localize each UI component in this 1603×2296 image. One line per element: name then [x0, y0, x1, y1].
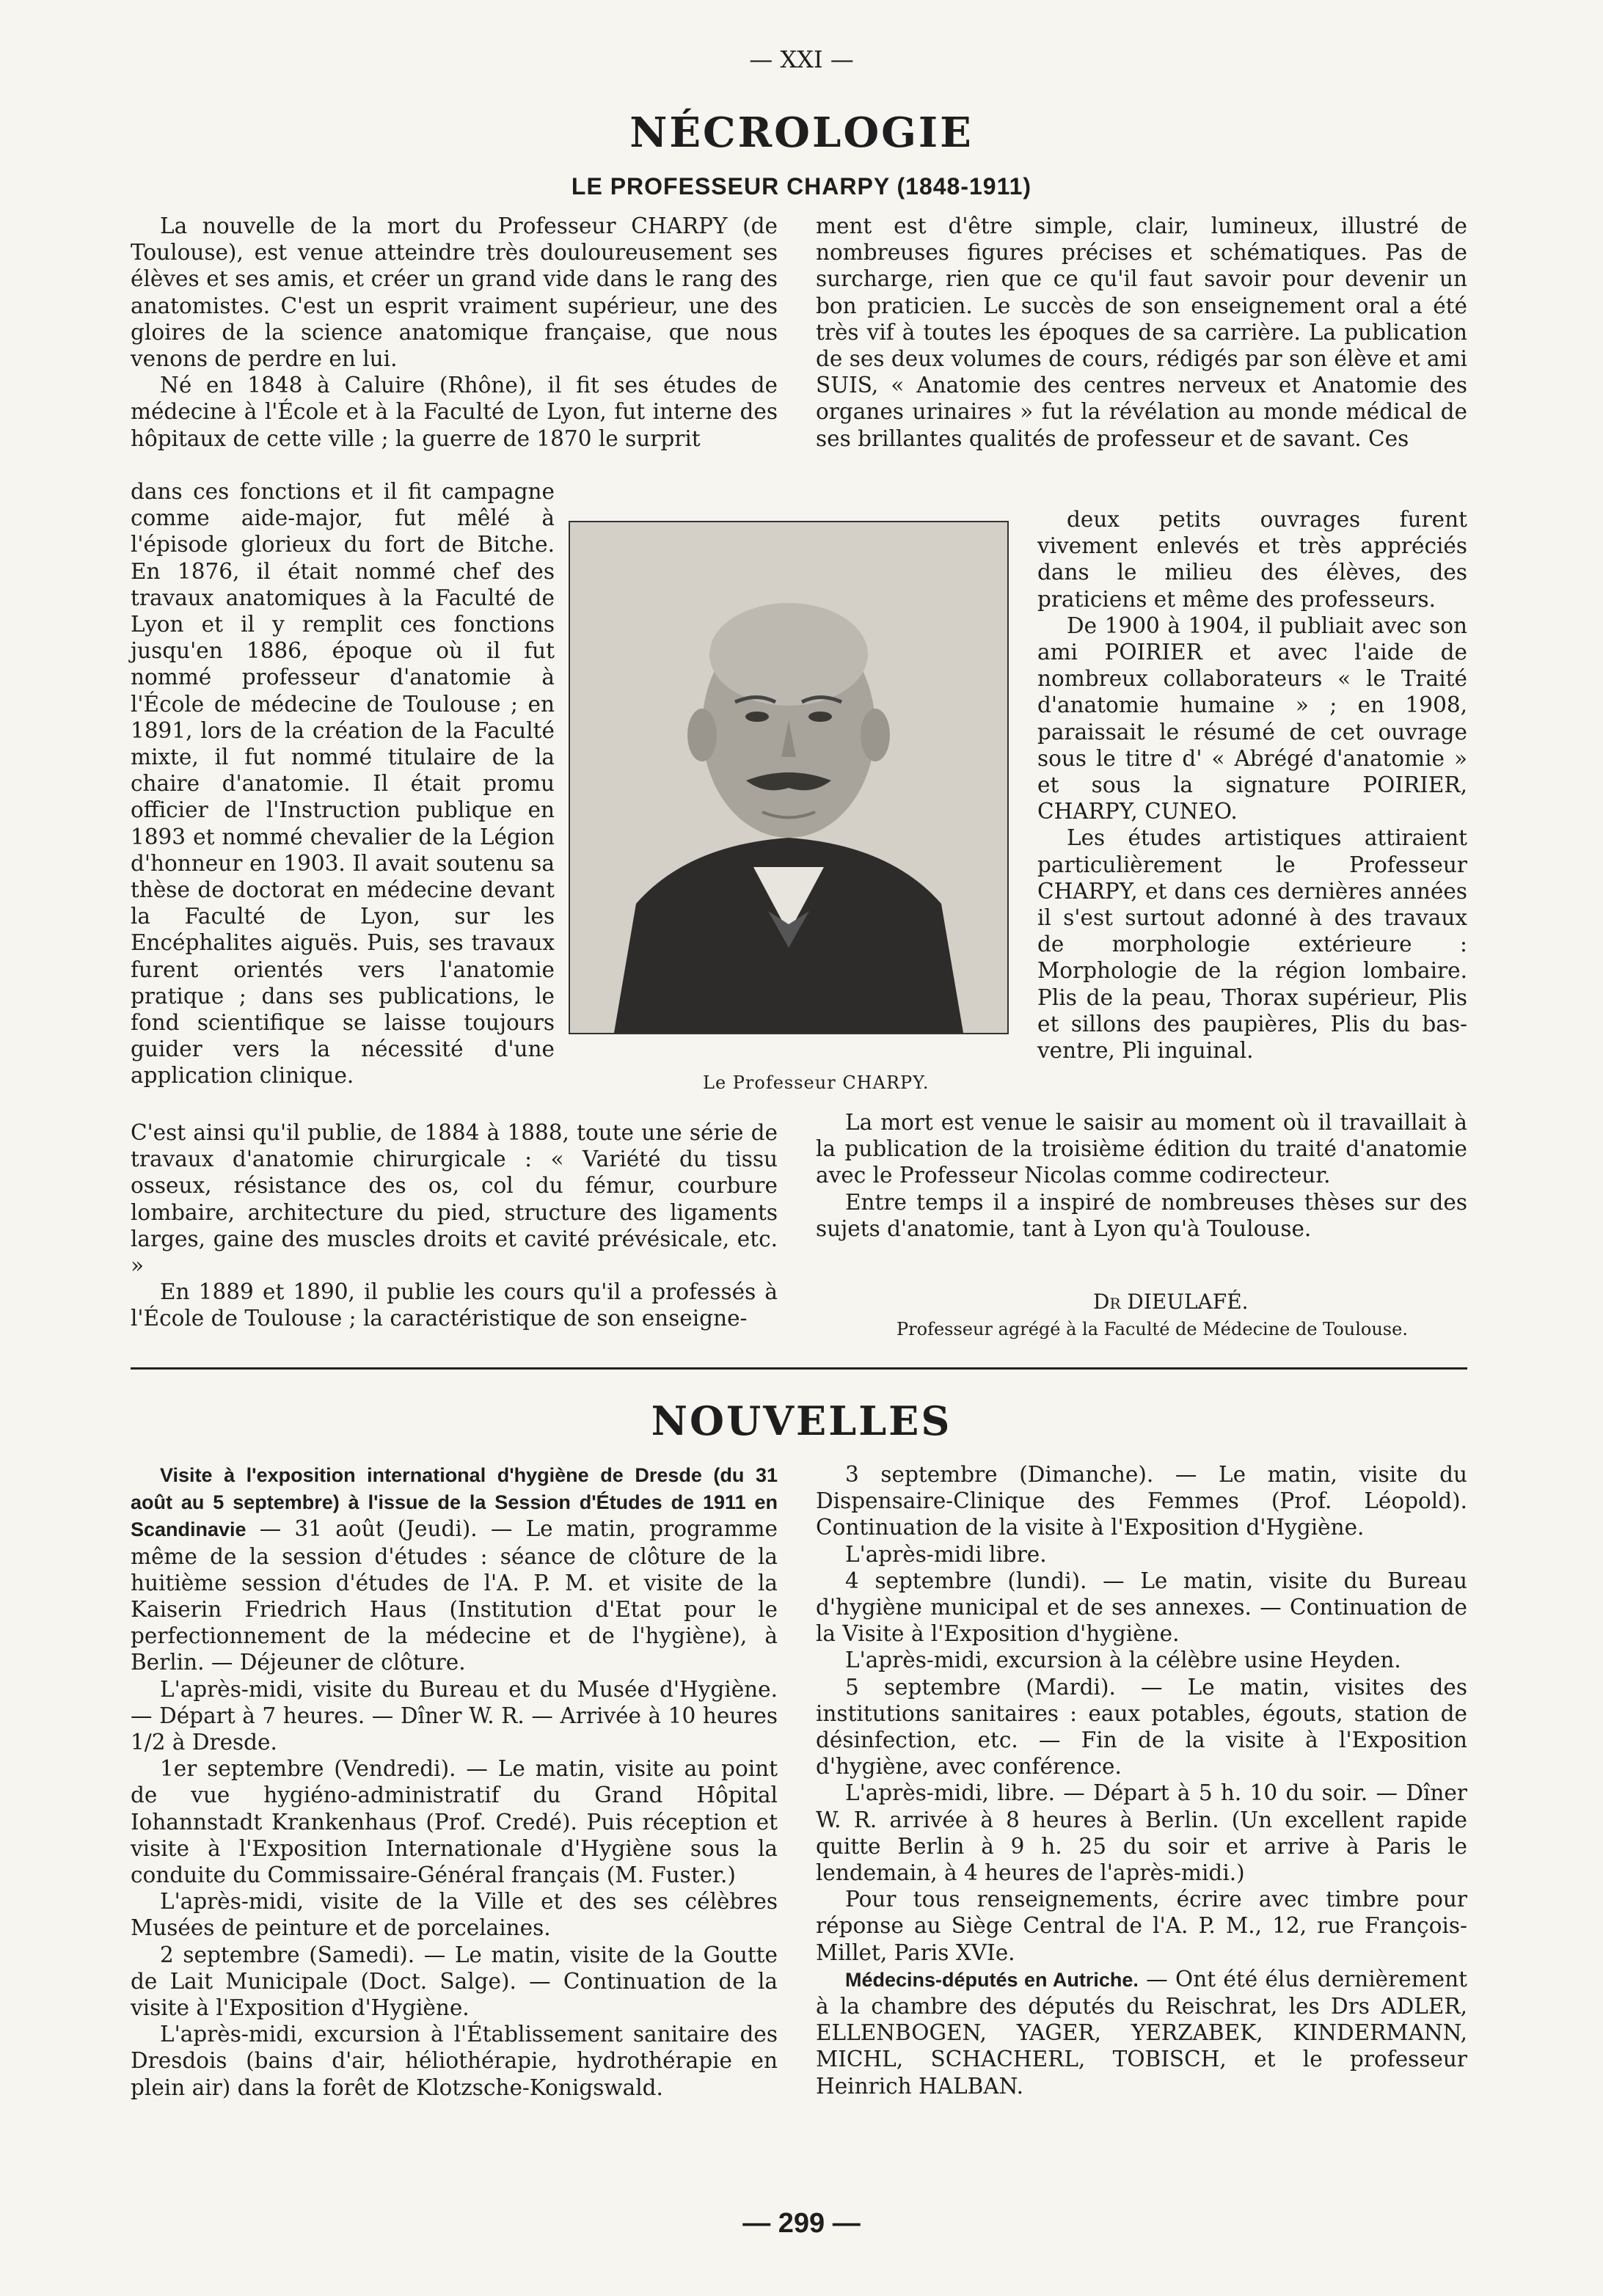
paragraph: L'après-midi, excursion à la célèbre usine Heyden.	[845, 1648, 1401, 1673]
paragraph: La nouvelle de la mort du Professeur CHARPY (de Toulouse), est venue atteindre très douloureusement ses élèves et ses amis, et créer un grand vide dans le rang des anatomistes. C'est un esprit vraiment supérieur, une des gloires de la science anatomique française, que nous venons de perdre en lui.	[131, 213, 778, 372]
paragraph: 4 septembre (lundi). — Le matin, visite du Bureau d'hygiène municipal et de ses annexes. — Continuation de la Visite à l'Exposition d'hygiène.	[816, 1568, 1467, 1647]
paragraph-lead	[816, 1966, 1467, 2099]
page-roman-numeral: — XXI —	[749, 45, 854, 73]
paragraph: 1er septembre (Vendredi). — Le matin, visite au point de vue hygiéno-administratif du Grand Hôpital Iohannstadt Krankenhaus (Prof. Credé). Puis réception et visite à l'Exposition Internationale d'Hygiène sous la conduite du Commissaire-Général français (M. Fuster.)	[131, 1756, 778, 1888]
page-number: — 299 —	[742, 2208, 861, 2239]
article-title: LE PROFESSEUR CHARPY (1848-1911)	[571, 173, 1032, 200]
news-right-lead-text: — Ont été élus dernièrement à la chambre des députés du Reischrat, les Drs ADLER, ELLENBOGEN, YAGER, YERZABEK, KINDERMANN, MICHL, SCHACHERL, TOBISCH, et le professeur Heinrich HALBAN.	[816, 1966, 1467, 2099]
nouvelles-title: NOUVELLES	[651, 1397, 952, 1444]
paragraph: Né en 1848 à Caluire (Rhône), il fit ses études de médecine à l'École et à la Faculté de Lyon, fut interne des hôpitaux de cette ville ; la guerre de 1870 le surprit	[131, 373, 778, 451]
paragraph: L'après-midi libre.	[845, 1541, 1047, 1567]
paragraph: En 1889 et 1890, il publie les cours qu'il a professés à l'École de Toulouse ; la caractéristique de son enseigne-	[131, 1279, 778, 1331]
paragraph: Pour tous renseignements, écrire avec timbre pour réponse au Siège Central de l'A. P. M., 12, rue François-Millet, Paris XVIe.	[816, 1887, 1467, 1965]
paragraph: L'après-midi, libre. — Départ à 5 h. 10 du soir. — Dîner W. R. arrivée à 8 heures à Berlin. (Un excellent rapide quitte Berlin à 9 h. 25 du soir et arrive à Paris le lendemain, à 4 heures de l'après-midi.)	[816, 1780, 1467, 1886]
section-divider	[131, 1367, 1467, 1370]
obituary-right-bottom	[816, 1109, 1467, 1242]
portrait-caption: Le Professeur CHARPY.	[703, 1072, 930, 1093]
paragraph: 3 septembre (Dimanche). — Le matin, visite du Dispensaire-Clinique des Femmes (Prof. Léopold). Continuation de la visite à l'Exposition d'Hygiène.	[816, 1462, 1467, 1540]
paragraph: ment est d'être simple, clair, lumineux, illustré de nombreuses figures précises et schématiques. Pas de surcharge, rien que ce qu'il faut savoir pour devenir un bon praticien. Le succès de son enseignement oral a été très vif à toutes les époques de sa carrière. La publication de ses deux volumes de cours, rédigés par son élève et ami SUIS, « Anatomie des centres nerveux et Anatomie des organes urinaires » fut la révélation au monde médical de ses brillantes qualités de professeur et de savant. Ces	[816, 213, 1467, 451]
obituary-left-bottom	[131, 1119, 778, 1332]
news-left-column	[131, 1461, 778, 2101]
obituary-right-narrow	[1037, 506, 1467, 1064]
signature-title: Professeur agrégé à la Faculté de Médecine de Toulouse.	[897, 1319, 1408, 1339]
paragraph: 5 septembre (Mardi). — Le matin, visites des institutions sanitaires : eaux potables, égouts, station de désinfection, etc. — Fin de la visite à l'Exposition d'hygiène, avec conférence.	[816, 1674, 1467, 1780]
paragraph: deux petits ouvrages furent vivement enlevés et très appréciés dans le milieu des élèves, des praticiens et même des professeurs.	[1037, 507, 1467, 612]
obituary-right-top	[816, 213, 1467, 452]
portrait-illustration	[570, 522, 1007, 1033]
news-lead-heading: Visite à l'exposition international d'hygiène de Dresde (du 31 août au 5 septembre) à l'issue de la Session d'Études de 1911 en Scandinavie	[131, 1464, 778, 1541]
paragraph: L'après-midi, visite du Bureau et du Musée d'Hygiène. — Départ à 7 heures. — Dîner W. R. — Arrivée à 10 heures 1/2 à Dresde.	[131, 1676, 778, 1755]
paragraph: De 1900 à 1904, il publiait avec son ami POIRIER et avec l'aide de nombreux collaborateurs « le Traité d'anatomie humaine » ; en 1908, paraissait le résumé de cet ouvrage sous le titre d' « Abrégé d'anatomie » et sous la signature POIRIER, CHARPY, CUNEO.	[1037, 613, 1467, 825]
news-right-column	[816, 1461, 1467, 2099]
paragraph: C'est ainsi qu'il publie, de 1884 à 1888, toute une série de travaux d'anatomie chirurgicale : « Variété du tissu osseux, résistance des os, col du fémur, courbure lombaire, architecture du pied, structure des ligaments larges, gaine des muscles droits et cavité prévésicale, etc. »	[131, 1120, 778, 1279]
paragraph: Entre temps il a inspiré de nombreuses thèses sur des sujets d'anatomie, tant à Lyon qu'à Toulouse.	[816, 1189, 1467, 1241]
signature-name: Dr DIEULAFÉ.	[1093, 1290, 1249, 1314]
paragraph: dans ces fonctions et il fit campagne comme aide-major, fut mêlé à l'épisode glorieux du fort de Bitche. En 1876, il était nommé chef des travaux anatomiques à la Faculté de Lyon et il y remplit ces fonctions jusqu'en 1886, époque où il fut nommé professeur d'anatomie à l'École de médecine de Toulouse ; en 1891, lors de la création de la Faculté mixte, il fut nommé titulaire de la chaire d'anatomie. Il était promu officier de l'Instruction publique en 1893 et nommé chevalier de la Légion d'honneur en 1903. Il avait soutenu sa thèse de doctorat en médecine devant la Faculté de Lyon, sur les Encéphalites aiguës. Puis, ses travaux furent orientés vers l'anatomie pratique ; dans ses publications, le fond scientifique se laisse toujours guider vers la nécessité d'une application clinique.	[131, 479, 555, 1089]
paragraph: Les études artistiques attiraient particulièrement le Professeur CHARPY, et dans ces dernières années il s'est surtout adonné à des travaux de morphologie extérieure : Morphologie de la région lombaire. Plis de la peau, Thorax supérieur, Plis et sillons des paupières, Plis du bas-ventre, Pli inguinal.	[1037, 825, 1467, 1064]
paragraph: L'après-midi, visite de la Ville et des ses célèbres Musées de peinture et de porcelaines.	[131, 1889, 778, 1941]
paragraph: La mort est venue le saisir au moment où il travaillait à la publication de la troisième édition du traité d'anatomie avec le Professeur Nicolas comme codirecteur.	[816, 1110, 1467, 1188]
paragraph: L'après-midi, excursion à l'Établissement sanitaire des Dresdois (bains d'air, héliothérapie, hydrothérapie en plein air) dans la forêt de Klotzsche-Konigswald.	[131, 2022, 778, 2100]
paragraph-lead	[131, 1461, 778, 1676]
paragraph: 2 septembre (Samedi). — Le matin, visite de la Goutte de Lait Municipale (Doct. Salge). — Continuation de la visite à l'Exposition d'Hygiène.	[131, 1942, 778, 2021]
news-lead-text: — 31 août (Jeudi). — Le matin, programme même de la session d'études : séance de clôture de la huitième session d'études de l'A. P. M. et visite de la Kaiserin Friedrich Haus (Institution d'Etat pour le perfectionnement de la médecine et de l'hygiène), à Berlin. — Déjeuner de clôture.	[131, 1516, 778, 1675]
necrologie-title: NÉCROLOGIE	[629, 109, 974, 157]
obituary-left-narrow	[131, 478, 555, 1089]
news-right-lead-heading: Médecins-députés en Autriche.	[845, 1968, 1139, 1991]
obituary-left-top	[131, 213, 778, 452]
portrait-photo	[569, 521, 1009, 1034]
